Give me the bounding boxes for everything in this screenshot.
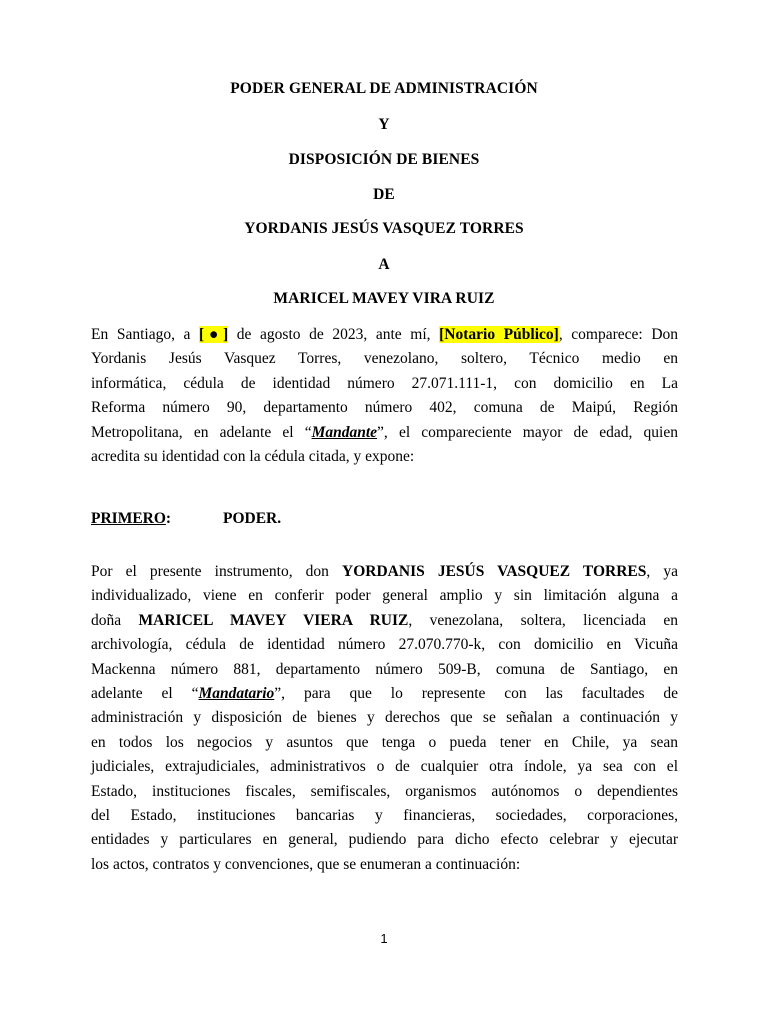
section-title: PODER. bbox=[223, 510, 282, 527]
date-placeholder: [●] bbox=[199, 326, 229, 343]
body-line: Estado, instituciones fiscales, semifiscales, organismos autónomos o dependientes bbox=[91, 782, 678, 800]
body-line: los actos, contratos y convenciones, que se enumeran a continuación: bbox=[91, 855, 521, 873]
body-text: adelante el “ bbox=[91, 685, 199, 703]
body-text: ”, para que lo represente con las facultades de bbox=[274, 685, 678, 703]
title-line-3: DISPOSICIÓN DE BIENES bbox=[288, 151, 480, 168]
section-heading bbox=[91, 510, 282, 528]
notary-placeholder: [Notario Público] bbox=[439, 326, 559, 343]
body-line: en todos los negocios y asuntos que tenga o pueda tener en Chile, ya sean bbox=[91, 733, 678, 751]
intro-text: , comparece: Don bbox=[558, 326, 679, 343]
title-line-2: Y bbox=[378, 116, 390, 133]
title-line-5: YORDANIS JESÚS VASQUEZ TORRES bbox=[244, 220, 524, 237]
body-line: entidades y particulares en general, pudiendo para dicho efecto celebrar y ejecutar bbox=[91, 831, 678, 849]
body-text: , ya bbox=[646, 563, 678, 580]
body-line: Mackenna número 881, departamento número 509-B, comuna de Santiago, en bbox=[91, 660, 678, 678]
intro-text: Metropolitana, en adelante el “ bbox=[91, 423, 312, 441]
page-number: 1 bbox=[380, 931, 388, 946]
mandatario-name: MARICEL MAVEY VIERA RUIZ bbox=[138, 611, 409, 629]
body-text: doña bbox=[91, 611, 139, 629]
intro-line: Reforma número 90, departamento número 402, comuna de Maipú, Región bbox=[91, 399, 678, 417]
intro-line: informática, cédula de identidad número 27.071.111-1, con domicilio en La bbox=[91, 374, 678, 392]
body-line: administración y disposición de bienes y derechos que se señalan a continuación y bbox=[91, 709, 678, 727]
intro-line: Yordanis Jesús Vasquez Torres, venezolano, soltero, Técnico medio en bbox=[91, 350, 678, 368]
section-label: PRIMERO bbox=[91, 510, 166, 527]
title-line-6: A bbox=[378, 256, 390, 273]
intro-text: ”, el compareciente mayor de edad, quien bbox=[377, 423, 678, 441]
title-line-7: MARICEL MAVEY VIRA RUIZ bbox=[273, 290, 495, 307]
mandante-term: Mandante bbox=[311, 423, 378, 441]
body-line bbox=[91, 560, 678, 584]
body-line bbox=[91, 682, 678, 706]
mandatario-term: Mandatario bbox=[198, 685, 275, 703]
intro-text: En Santiago, a bbox=[91, 326, 200, 343]
intro-line bbox=[91, 421, 678, 445]
body-line: individualizado, viene en conferir poder general amplio y sin limitación alguna a bbox=[91, 587, 678, 605]
intro-line bbox=[91, 323, 678, 347]
body-line: judiciales, extrajudiciales, administrativos o de cualquier otra índole, ya sea con el bbox=[91, 758, 678, 776]
body-line: archivología, cédula de identidad número 27.070.770-k, con domicilio en Vicuña bbox=[91, 636, 678, 654]
body-text: , venezolana, soltera, licenciada en bbox=[408, 611, 678, 629]
body-line bbox=[91, 609, 678, 633]
body-text: Por el presente instrumento, don bbox=[91, 563, 343, 580]
body-line: del Estado, instituciones bancarias y financieras, sociedades, corporaciones, bbox=[91, 807, 678, 825]
intro-paragraph bbox=[91, 323, 678, 469]
section-colon: : bbox=[165, 510, 172, 527]
body-paragraph bbox=[91, 560, 678, 877]
intro-text: de agosto de 2023, ante mí, bbox=[228, 326, 440, 343]
mandante-name: YORDANIS JESÚS VASQUEZ TORRES bbox=[342, 563, 647, 580]
title-line-4: DE bbox=[373, 186, 395, 203]
title-line-1: PODER GENERAL DE ADMINISTRACIÓN bbox=[230, 80, 538, 97]
intro-line: acredita su identidad con la cédula citada, y expone: bbox=[91, 448, 415, 466]
